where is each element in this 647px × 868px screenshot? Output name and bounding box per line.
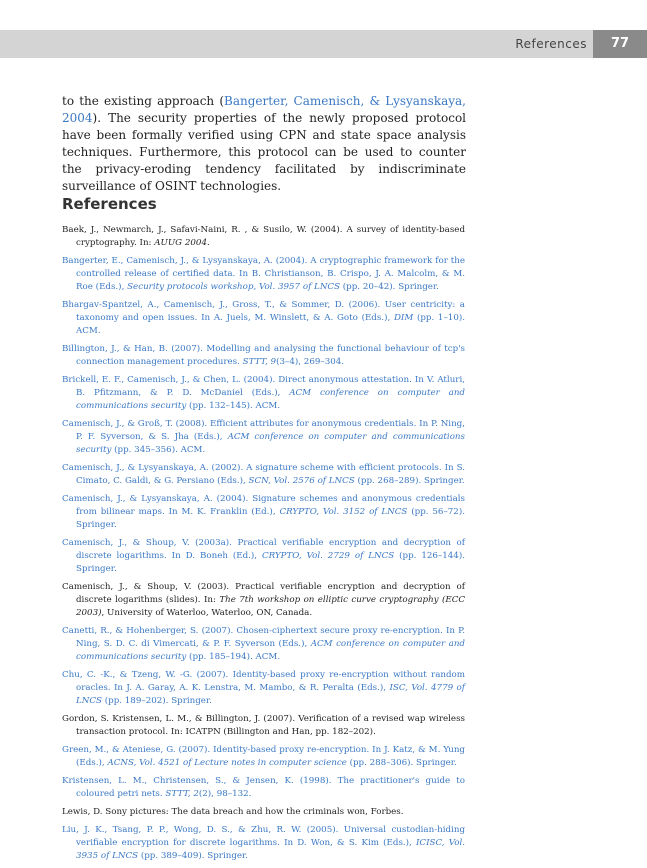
reference-text: Lewis, D. Sony pictures: The data breach and how the criminals won, Forbes.: [62, 807, 404, 817]
reference-text: Billington, J., & Han, B. (2007). Modelling and analysing the functional behaviour of tcp's connection management procedures.: [62, 344, 465, 367]
reference-item-linked[interactable]: [62, 462, 465, 488]
reference-venue: DIM: [393, 313, 414, 323]
reference-venue: ACM conference on computer and communications security: [76, 639, 465, 662]
intro-citation-link[interactable]: Bangerter, Camenisch, & Lysyanskaya, 2004: [62, 94, 467, 125]
running-header-title: References: [515, 37, 587, 51]
reference-text-end: (pp. 288–306). Springer.: [346, 758, 457, 768]
reference-item-linked[interactable]: [62, 625, 465, 664]
reference-venue: STTT, 2: [165, 789, 199, 799]
reference-text-end: .: [206, 238, 210, 248]
reference-list: [62, 224, 465, 868]
reference-item-linked[interactable]: [62, 537, 465, 576]
reference-text: Baek, J., Newmarch, J., Safavi-Naini, R. , & Susilo, W. (2004). A survey of identity-based cryptography. In:: [62, 225, 465, 248]
reference-venue: ACNS, Vol. 4521 of Lecture notes in computer science: [107, 758, 347, 768]
reference-text: Camenisch, J., & Lysyanskaya, A. (2002). A signature scheme with efficient protocols. In S. Cimato, C. Galdi, & G. Persiano (Eds.),: [62, 463, 465, 486]
reference-text: Kristensen, L. M., Christensen, S., & Jensen, K. (1998). The practitioner's guide to coloured petri nets.: [62, 776, 465, 799]
reference-venue: ACM conference on computer and communications security: [76, 388, 465, 411]
reference-text-end: (pp. 126–144). Springer.: [76, 551, 465, 574]
reference-venue: CRYPTO, Vol. 2729 of LNCS: [262, 551, 395, 561]
reference-text-end: (pp. 132–145). ACM.: [186, 401, 281, 411]
reference-item: [62, 581, 465, 620]
reference-item-linked[interactable]: [62, 775, 465, 801]
reference-venue: ISC, Vol. 4779 of LNCS: [76, 683, 465, 706]
reference-text-end: (pp. 1–10). ACM.: [76, 313, 466, 336]
reference-text-end: (pp. 56–72). Springer.: [76, 507, 465, 530]
reference-venue: STTT, 9: [242, 357, 277, 367]
reference-item-linked[interactable]: [62, 493, 465, 532]
reference-item-linked[interactable]: [62, 669, 465, 708]
reference-text-end: (pp. 345–356). ACM.: [111, 445, 206, 455]
reference-venue: The 7th workshop on elliptic curve cryptography (ECC 2003): [76, 595, 465, 618]
reference-venue: ACM conference on computer and communications security: [76, 432, 465, 455]
reference-text: Green, M., & Ateniese, G. (2007). Identity-based proxy re-encryption. In J. Katz, & M. Yung (Eds.),: [62, 745, 465, 768]
reference-text: Liu, J. K., Tsang, P. P., Wong, D. S., & Zhu, R. W. (2005). Universal custodian-hiding verifiable encryption for discrete logarithms. In D. Won, & S. Kim (Eds.),: [62, 825, 465, 848]
reference-item-linked[interactable]: [62, 343, 465, 369]
reference-text: Bangerter, E., Camenisch, J., & Lysyanskaya, A. (2004). A cryptographic framework for the controlled release of certified data. In B. Christianson, B. Crispo, J. A. Malcolm, & M. Roe (Eds.),: [62, 256, 465, 292]
reference-text: Brickell, E. F., Camenisch, J., & Chen, L. (2004). Direct anonymous attestation. In V. Atluri, B. Pfitzmann, & P. D. McDaniel (Eds.),: [62, 375, 465, 398]
reference-venue: Security protocols workshop, Vol. 3957 of LNCS: [127, 282, 341, 292]
intro-text-after: ). The security properties of the newly proposed protocol have been formally verified using CPN and state space analysis techniques. Furthermore, this protocol can be used to counter the privacy-eroding tendency facilitated by indiscriminate surveillance of OSINT technologies.: [62, 111, 466, 193]
intro-paragraph: [62, 93, 466, 195]
reference-text-end: (3–4), 269–304.: [276, 357, 345, 367]
page-number: 77: [610, 36, 630, 51]
reference-text: Chu, C. -K., & Tzeng, W. -G. (2007). Identity-based proxy re-encryption without random oracles. In J. A. Garay, A. K. Lenstra, M. Mambo, & R. Peralta (Eds.),: [62, 670, 465, 693]
reference-text-end: , University of Waterloo, Waterloo, ON, Canada.: [101, 608, 313, 618]
reference-item-linked[interactable]: [62, 418, 465, 457]
reference-text-end: (pp. 189–202). Springer.: [101, 696, 212, 706]
reference-text: Canetti, R., & Hohenberger, S. (2007). Chosen-ciphertext secure proxy re-encryption. In P. Ning, S. D. C. di Vimercati, & P. F. Syverson (Eds.),: [62, 626, 465, 649]
reference-text-end: (pp. 185–194). ACM.: [186, 652, 281, 662]
page-number-box: [593, 30, 647, 58]
reference-item-linked[interactable]: [62, 374, 465, 413]
reference-text-end: (pp. 389–409). Springer.: [138, 851, 248, 861]
reference-item-linked[interactable]: [62, 255, 465, 294]
reference-venue: SCN, Vol. 2576 of LNCS: [248, 476, 355, 486]
reference-text: Camenisch, J., & Shoup, V. (2003a). Practical verifiable encryption and decryption of discrete logarithms. In D. Boneh (Ed.),: [62, 538, 465, 561]
reference-text-end: (pp. 20–42). Springer.: [340, 282, 439, 292]
reference-venue: AUUG 2004: [154, 238, 207, 248]
reference-text: Camenisch, J., & Groß, T. (2008). Efficient attributes for anonymous credentials. In P. Ning, P. F. Syverson, & S. Jha (Eds.),: [62, 419, 465, 442]
reference-text-end: (2), 98–132.: [198, 789, 252, 799]
reference-venue: CRYPTO, Vol. 3152 of LNCS: [279, 507, 408, 517]
reference-text: Camenisch, J., & Lysyanskaya, A. (2004). Signature schemes and anonymous credentials from bilinear maps. In M. K. Franklin (Ed.),: [62, 494, 465, 517]
reference-item-linked[interactable]: [62, 744, 465, 770]
intro-text-before: to the existing approach (: [62, 94, 224, 108]
reference-venue: ICISC, Vol. 3935 of LNCS: [76, 838, 465, 861]
reference-item: [62, 224, 465, 250]
reference-item: [62, 713, 465, 739]
references-heading: References: [62, 195, 157, 213]
reference-text: Camenisch, J., & Shoup, V. (2003). Practical verifiable encryption and decryption of discrete logarithms (slides). In:: [62, 582, 465, 605]
reference-text-end: (pp. 268–289). Springer.: [354, 476, 465, 486]
reference-item-linked[interactable]: [62, 824, 465, 863]
reference-text: Gordon, S. Kristensen, L. M., & Billington, J. (2007). Verification of a revised wap wireless transaction protocol. In: ICATPN (Billington and Han, pp. 182–202).: [62, 714, 465, 737]
reference-text: Bhargav-Spantzel, A., Camenisch, J., Gross, T., & Sommer, D. (2006). User centricity: a taxonomy and open issues. In A. Juels, M. Winslett, & A. Goto (Eds.),: [62, 300, 465, 323]
reference-item-linked[interactable]: [62, 299, 465, 338]
reference-item: [62, 806, 465, 819]
